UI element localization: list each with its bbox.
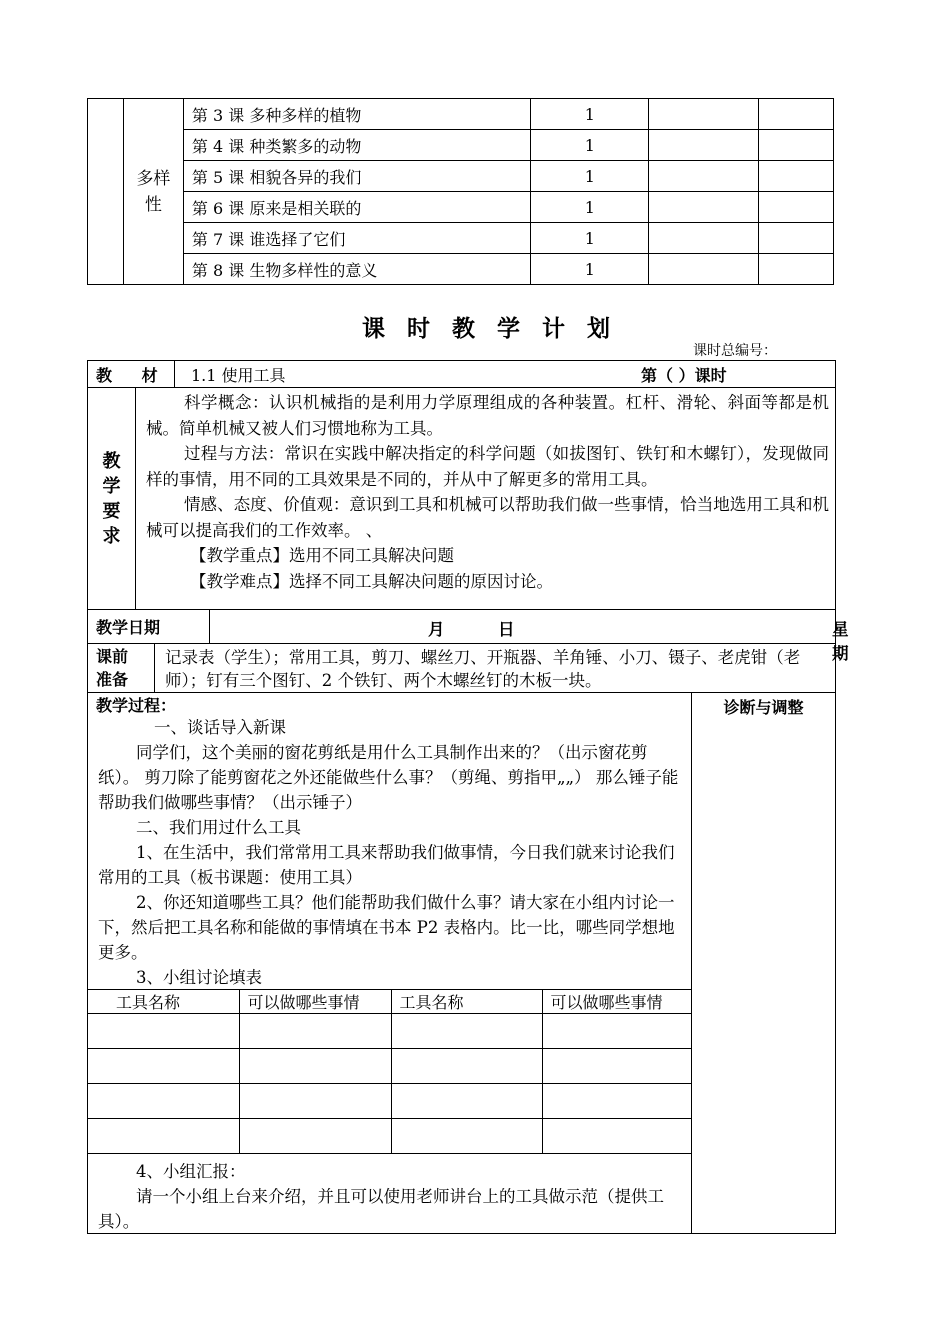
blank-cell [759,254,834,285]
lesson-hours: 1 [531,223,649,254]
table-row [88,192,834,223]
column-header: 可以做哪些事情 [542,990,691,1014]
date-month: 月 [428,620,445,639]
blank-cell [391,1119,542,1154]
process-paragraph: 同学们，这个美丽的窗花剪纸是用什么工具制作出来的？（出示窗花剪纸）。 剪刀除了能剪窗花之外还能做些什么事？（剪绳、剪指甲„„） 那么锤子能帮助我们做哪些事情？（出示锤子） [98,743,679,812]
blank-cell [542,1014,691,1049]
blank-cell [391,1049,542,1084]
blank-cell [239,1084,391,1119]
process-paragraph: 请一个小组上台来介绍，并且可以使用老师讲台上的工具做示范（提供工具）。 [98,1187,664,1231]
serial-number-label: 课时总编号： [693,343,777,359]
requirement-paragraph: 过程与方法：常识在实践中解决指定的科学问题（如拔图钉、铁钉和木螺钉），发现做同样的事情，用不同的工具效果是不同的，并从中了解更多的常用工具。 [146,444,829,489]
blank-cell [88,99,124,285]
blank-cell [239,1119,391,1154]
lessons-table [87,98,834,285]
preparation-label [88,644,155,692]
blank-cell [391,1014,542,1049]
process-text [98,715,683,990]
label-char: 求 [102,525,121,547]
blank-cell [542,1084,691,1119]
requirement-paragraph: 科学概念：认识机械指的是利用力学原理组成的各种装置。杠杆、滑轮、斜面等都是机械。简单机械又被人们习惯地称为工具。 [146,393,829,438]
material-row [88,361,835,388]
table-row [88,223,834,254]
preparation-body: 记录表（学生）；常用工具，剪刀、螺丝刀、开瓶器、羊角锤、小刀、镊子、老虎钳（老师）；钉有三个图钉、2 个铁钉、两个木螺丝钉的木板一块。 [165,648,801,690]
table-row [88,130,834,161]
lesson-hours: 1 [531,99,649,130]
process-paragraph: 3、小组讨论填表 [136,968,262,987]
blank-cell [649,99,759,130]
process-label: 教学过程： [96,696,177,715]
blank-cell [542,1119,691,1154]
label-char: 教 [102,450,121,472]
tools-fill-table [88,989,691,1154]
lesson-number-label: 第（ ）课时 [641,365,727,385]
lesson-hours: 1 [531,130,649,161]
lesson-name: 第 4 课 种类繁多的动物 [183,130,531,161]
label-line: 课前 [96,647,129,666]
table-row [88,1049,691,1084]
label-char: 要 [102,500,121,522]
key-point: 【教学重点】选用不同工具解决问题 [190,546,454,565]
blank-cell [88,1084,239,1119]
blank-cell [88,1049,239,1084]
column-header: 可以做哪些事情 [239,990,391,1014]
lesson-name: 第 5 课 相貌各异的我们 [183,161,531,192]
process-paragraph: 1、在生活中，我们常常用工具来帮助我们做事情，今日我们就来讨论我们常用的工具（板书课题：使用工具） [98,843,675,887]
process-text [98,1159,683,1234]
diagnosis-label: 诊断与调整 [723,698,804,717]
table-row [88,161,834,192]
blank-cell [88,1014,239,1049]
diagnosis-column [692,693,835,1233]
lesson-name: 第 6 课 原来是相关联的 [183,192,531,223]
blank-cell [391,1084,542,1119]
section-title: 一、谈话导入新课 [154,718,286,737]
table-row [88,254,834,285]
process-row [88,693,835,1233]
blank-cell [649,223,759,254]
blank-cell [239,1049,391,1084]
material-label: 教 材 [88,361,175,387]
blank-cell [649,130,759,161]
date-weekday: 星期 [832,620,849,663]
blank-cell [239,1014,391,1049]
topic-label: 多样性 [136,168,171,215]
table-row [88,99,834,130]
column-header: 工具名称 [88,990,239,1014]
blank-cell [759,130,834,161]
requirement-paragraph: 情感、态度、价值观：意识到工具和机械可以帮助我们做一些事情，恰当地选用工具和机械可以提高我们的工作效率。 、 [146,495,829,540]
blank-cell [649,161,759,192]
lesson-name: 第 8 课 生物多样性的意义 [183,254,531,285]
blank-cell [759,161,834,192]
section-title: 二、我们用过什么工具 [136,818,301,837]
column-header: 工具名称 [391,990,542,1014]
table-row [88,1084,691,1119]
blank-cell [88,1119,239,1154]
blank-cell [649,192,759,223]
requirements-label [88,388,136,609]
table-row [88,1014,691,1049]
material-value: 1.1 使用工具 [191,365,286,385]
blank-cell [759,99,834,130]
lesson-plan-table [87,360,849,1234]
label-line: 准备 [96,670,129,689]
lesson-hours: 1 [531,161,649,192]
table-row [88,1119,691,1154]
difficult-point: 【教学难点】选择不同工具解决问题的原因讨论。 [190,571,553,591]
section-title: 4、小组汇报： [136,1162,246,1181]
lesson-hours: 1 [531,254,649,285]
table-header-row [88,990,691,1014]
blank-cell [649,254,759,285]
requirements-row [88,388,835,610]
label-char: 学 [102,475,121,497]
requirements-body [136,388,835,609]
preparation-row [88,644,835,693]
lesson-name: 第 7 课 谁选择了它们 [183,223,531,254]
process-section [88,693,692,1233]
process-paragraph: 2、你还知道哪些工具？他们能帮助我们做什么事？请大家在小组内讨论一下，然后把工具名称和能做的事情填在书本 P2 表格内。比一比，哪些同学想地更多。 [98,893,675,962]
blank-cell [759,192,834,223]
lesson-hours: 1 [531,192,649,223]
date-day: 日 [498,620,515,639]
blank-cell [759,223,834,254]
blank-cell [542,1049,691,1084]
page-title: 课时教学计划 [362,315,632,342]
lesson-name: 第 3 课 多种多样的植物 [183,99,531,130]
topic-cell [123,99,183,285]
date-label: 教学日期 [88,610,210,643]
